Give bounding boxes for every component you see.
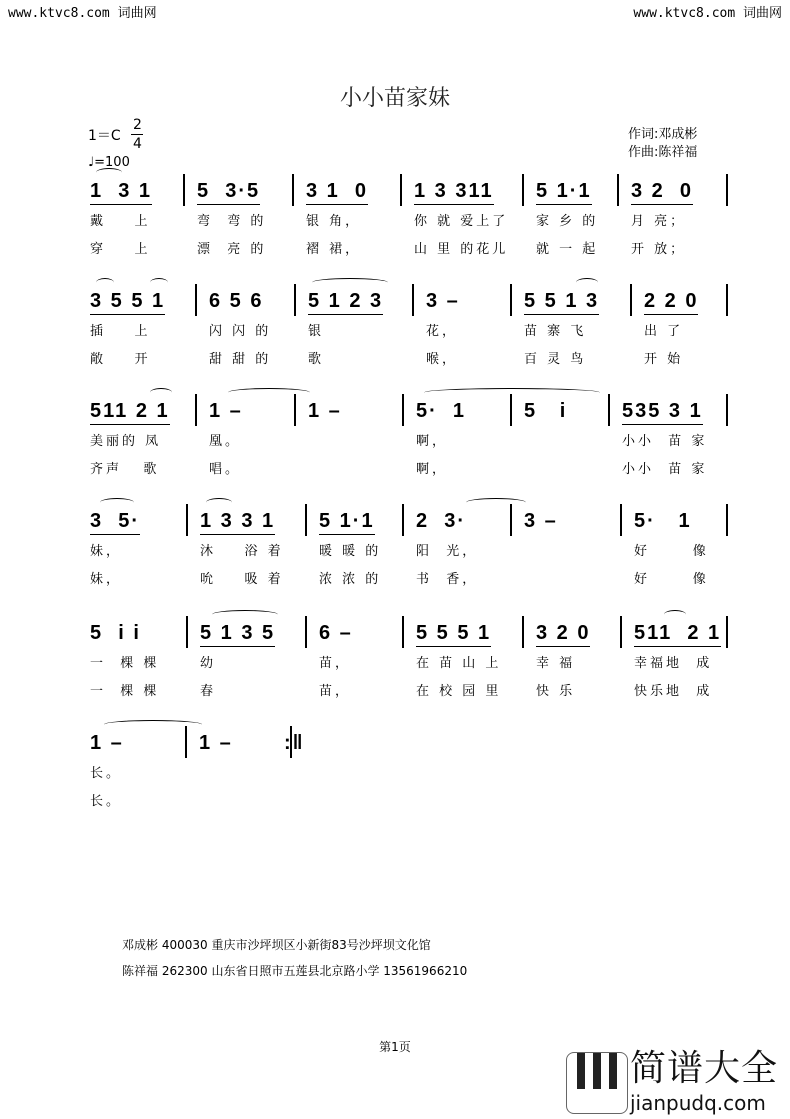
time-signature-bottom: 4 [133, 136, 142, 152]
bar-line [726, 504, 728, 536]
lyric-verse-1: 家 乡 的 [536, 214, 599, 229]
lyric-verse-1: 幸福地 成 [634, 656, 713, 671]
score-row [0, 732, 790, 842]
tempo-mark: ♩=100 [88, 155, 130, 170]
lyricist: 作词:邓成彬 [628, 127, 698, 142]
lyric-verse-1: 在 苗 山 上 [416, 656, 502, 671]
footer-address-composer: 陈祥福 262300 山东省日照市五莲县北京路小学 13561966210 [122, 964, 468, 978]
measure-notes: 2 2 0 [644, 290, 698, 315]
header-left-site[interactable]: www.ktvc8.com 词曲网 [8, 6, 157, 21]
key-signature: 1＝C [88, 128, 121, 144]
site-logo[interactable] [566, 1048, 790, 1118]
lyric-verse-1: 美丽的 凤 [90, 434, 162, 449]
lyric-verse-2: 长。 [90, 794, 123, 809]
lyric-verse-1: 弯 弯 的 [197, 214, 267, 229]
lyric-verse-2: 快乐地 成 [634, 684, 713, 699]
lyric-verse-2: 喉， [426, 352, 459, 367]
slur-mark [212, 610, 278, 619]
bar-line [185, 726, 187, 758]
bar-line [305, 616, 307, 648]
slur-mark [312, 278, 388, 287]
measure-notes: 1 – [209, 400, 243, 422]
measure-notes: 5 1·1 [536, 180, 592, 205]
logo-url: jianpudq.com [630, 1091, 766, 1115]
measure-notes: 5 5 1 3 [524, 290, 599, 315]
bar-line [522, 174, 524, 206]
bar-line [294, 394, 296, 426]
measure-notes: 5 3·5 [197, 180, 260, 205]
slur-mark [104, 720, 202, 729]
lyric-verse-2: 苗， [319, 684, 352, 699]
score-row [0, 290, 790, 400]
slur-mark [96, 168, 122, 177]
measure-notes: 2 3· [416, 510, 467, 532]
measure-notes: 3 – [524, 510, 558, 532]
lyric-verse-2: 就 一 起 [536, 242, 599, 257]
bar-line [630, 284, 632, 316]
measure-notes: 3 2 0 [536, 622, 590, 647]
score-row [0, 180, 790, 290]
measure-notes: 3 5· [90, 510, 140, 535]
lyric-verse-1: 暖 暖 的 [319, 544, 382, 559]
bar-line [608, 394, 610, 426]
lyric-verse-2: 在 校 园 里 [416, 684, 502, 699]
logo-text: 简谱大全 [630, 1048, 779, 1089]
slur-mark [150, 278, 168, 287]
slur-mark [424, 388, 600, 397]
lyric-verse-2: 一 棵 棵 [90, 684, 160, 699]
lyric-verse-2: 浓 浓 的 [319, 572, 382, 587]
bar-line [617, 174, 619, 206]
bar-line [402, 394, 404, 426]
slur-mark [228, 388, 310, 397]
song-title: 小小苗家妹 [339, 86, 450, 111]
time-signature-top: 2 [133, 117, 142, 133]
slur-mark [664, 610, 686, 619]
measure-notes: 6 5 6 [209, 290, 264, 312]
lyric-verse-2: 唱。 [209, 462, 242, 477]
lyric-verse-2: 山 里 的花儿 [414, 242, 509, 257]
lyric-verse-2: 褶 裙， [306, 242, 362, 257]
lyric-verse-1: 幼 [200, 656, 217, 671]
lyric-verse-2: 啊， [416, 462, 449, 477]
lyric-verse-2: 甜 甜 的 [209, 352, 272, 367]
bar-line [183, 174, 185, 206]
measure-notes: 5· 1 [416, 400, 467, 422]
bar-line [305, 504, 307, 536]
lyric-verse-1: 月 亮； [631, 214, 687, 229]
piano-icon [566, 1052, 628, 1114]
measure-notes: 3 2 0 [631, 180, 693, 205]
lyric-verse-2: 齐声 歌 [90, 462, 160, 477]
lyric-verse-2: 小小 苗 家 [622, 462, 708, 477]
lyric-verse-1: 苗 寨 飞 [524, 324, 587, 339]
header-right-site[interactable]: www.ktvc8.com 词曲网 [633, 6, 782, 21]
measure-notes: 1 – [199, 732, 233, 754]
lyric-verse-1: 出 了 [644, 324, 684, 339]
lyric-verse-1: 你 就 爱上了 [414, 214, 509, 229]
lyric-verse-1: 长。 [90, 766, 123, 781]
lyric-verse-1: 苗， [319, 656, 352, 671]
lyric-verse-2: 春 [200, 684, 217, 699]
bar-line [402, 616, 404, 648]
lyric-verse-2: 穿 上 [90, 242, 151, 257]
measure-notes: 3 – [426, 290, 460, 312]
lyric-verse-1: 闪 闪 的 [209, 324, 272, 339]
slur-mark [206, 498, 232, 507]
lyric-verse-2: 书 香， [416, 572, 479, 587]
lyric-verse-2: 歌 [308, 352, 325, 367]
time-divider [131, 134, 143, 135]
score-row [0, 400, 790, 510]
lyric-verse-2: 妹， [90, 572, 123, 587]
lyric-verse-2: 开 始 [644, 352, 684, 367]
bar-line [522, 616, 524, 648]
measure-notes: 5 5 5 1 [416, 622, 491, 647]
bar-line [186, 616, 188, 648]
measure-notes: 5 1 3 5 [200, 622, 275, 647]
measure-notes: 3 5 5 1 [90, 290, 165, 315]
lyric-verse-1: 戴 上 [90, 214, 151, 229]
measure-notes: 1 3 1 [90, 180, 152, 205]
measure-notes: 511 2 1 [90, 400, 170, 425]
measure-notes: 1 – [90, 732, 124, 754]
measure-notes: 5 i i [90, 622, 141, 644]
lyric-verse-1: 银 [308, 324, 325, 339]
lyric-verse-1: 插 上 [90, 324, 151, 339]
lyric-verse-1: 凰。 [209, 434, 242, 449]
lyric-verse-1: 沐 浴 着 [200, 544, 284, 559]
measure-notes: 3 1 0 [306, 180, 368, 205]
bar-line [510, 284, 512, 316]
lyric-verse-2: 百 灵 鸟 [524, 352, 587, 367]
measure-notes: 6 – [319, 622, 353, 644]
measure-notes: 1 3 3 1 [200, 510, 275, 535]
bar-line [294, 284, 296, 316]
bar-line [412, 284, 414, 316]
bar-line [726, 174, 728, 206]
lyric-verse-2: 敞 开 [90, 352, 151, 367]
lyric-verse-1: 小小 苗 家 [622, 434, 708, 449]
lyric-verse-1: 阳 光， [416, 544, 479, 559]
composer: 作曲:陈祥福 [628, 145, 698, 160]
lyric-verse-1: 花， [426, 324, 459, 339]
lyric-verse-1: 啊， [416, 434, 449, 449]
slur-mark [150, 388, 172, 397]
lyric-verse-2: 吮 吸 着 [200, 572, 284, 587]
lyric-verse-2: 好 像 [634, 572, 709, 587]
lyric-verse-2: 漂 亮 的 [197, 242, 267, 257]
lyric-verse-1: 妹， [90, 544, 123, 559]
measure-notes: 5 1·1 [319, 510, 375, 535]
lyric-verse-1: 一 棵 棵 [90, 656, 160, 671]
lyric-verse-2: 开 放； [631, 242, 687, 257]
bar-line [510, 394, 512, 426]
score-row [0, 622, 790, 732]
score-row [0, 510, 790, 620]
measure-notes: 1 – [308, 400, 342, 422]
page-number: 第1页 [379, 1040, 411, 1054]
bar-line [620, 616, 622, 648]
bar-line [186, 504, 188, 536]
bar-line [620, 504, 622, 536]
lyric-verse-1: 好 像 [634, 544, 709, 559]
measure-notes: 535 3 1 [622, 400, 703, 425]
lyric-verse-2: 快 乐 [536, 684, 576, 699]
bar-line [292, 174, 294, 206]
footer-address-lyricist: 邓成彬 400030 重庆市沙坪坝区小新街83号沙坪坝文化馆 [122, 938, 431, 952]
bar-line [726, 616, 728, 648]
measure-notes: 5 i [524, 400, 568, 422]
bar-line [510, 504, 512, 536]
measure-notes: 511 2 1 [634, 622, 721, 647]
measure-notes: 5· 1 [634, 510, 692, 532]
lyric-verse-1: 幸 福 [536, 656, 576, 671]
measure-notes: 5 1 2 3 [308, 290, 383, 315]
slur-mark [466, 498, 526, 507]
slur-mark [100, 498, 134, 507]
slur-mark [576, 278, 598, 287]
bar-line [400, 174, 402, 206]
bar-line [402, 504, 404, 536]
measure-notes: 1 3 311 [414, 180, 494, 205]
bar-line [195, 284, 197, 316]
lyric-verse-1: 银 角， [306, 214, 362, 229]
bar-line [195, 394, 197, 426]
slur-mark [96, 278, 114, 287]
bar-line [726, 394, 728, 426]
repeat-end-sign: :‖ [284, 732, 305, 754]
bar-line [726, 284, 728, 316]
